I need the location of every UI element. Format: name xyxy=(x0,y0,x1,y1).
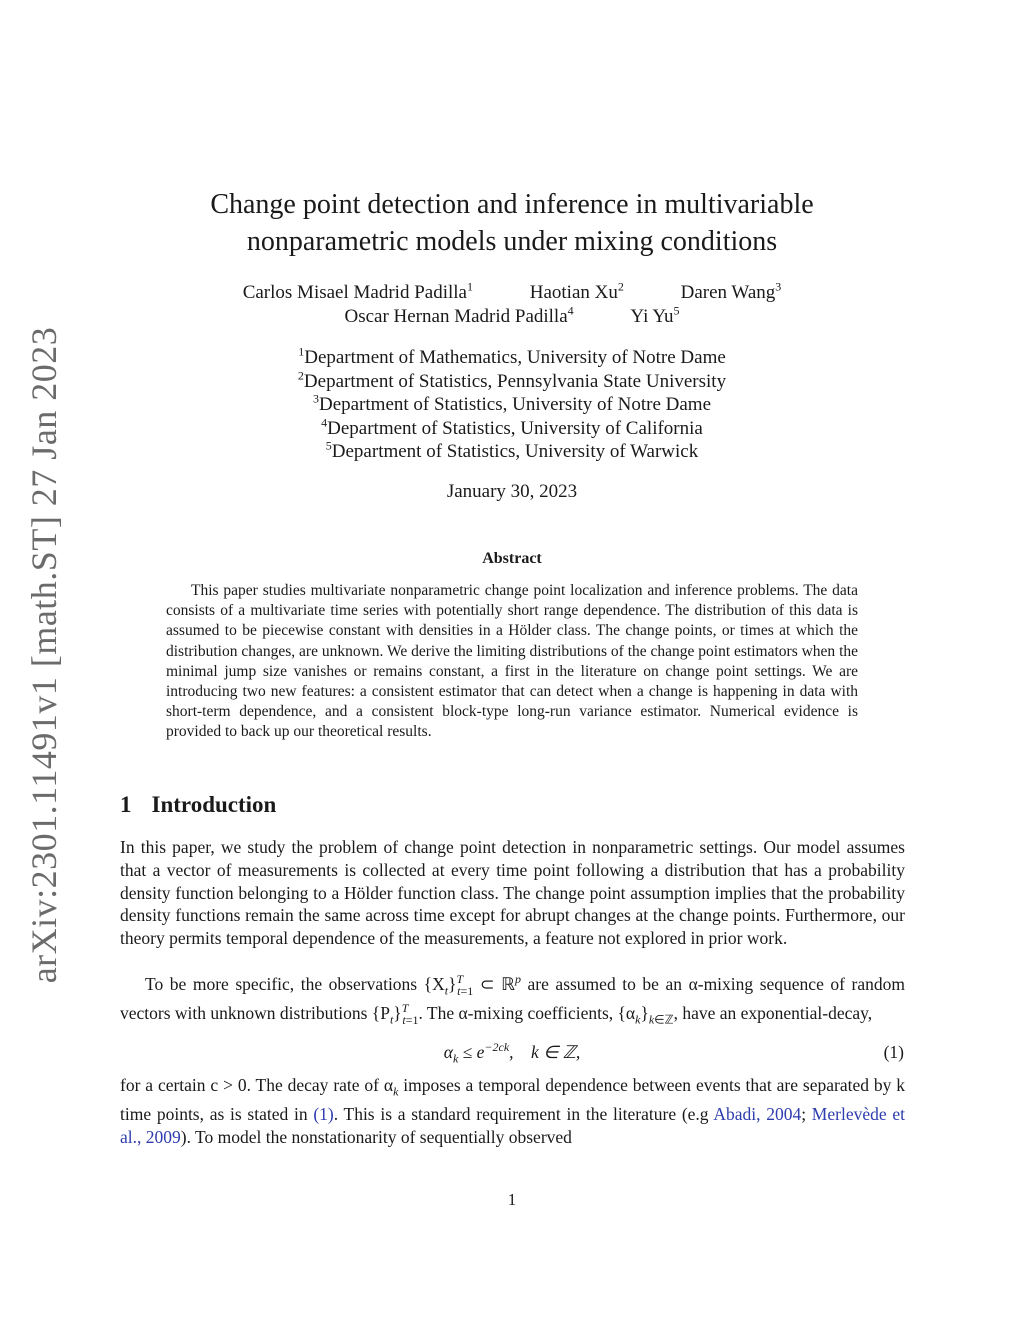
publication-date: January 30, 2023 xyxy=(446,481,578,502)
citation-link[interactable]: Merlevède et al., 2009 xyxy=(120,1104,905,1148)
citation-link[interactable]: Abadi, 2004 xyxy=(713,1104,802,1125)
author: Oscar Hernan Madrid Padilla$^4$ xyxy=(344,303,574,327)
paragraph-1: In this paper, we study the problem of change point detection in nonparametric settings. Our model assumes that a vector of measurements is collected at every time point following a distribution that has a probability density function belonging to a Hölder function class. The change point assumption implies that the probability density functions remain the same across time except for abrupt changes at the change points. Furthermore, our theory permits temporal dependence of the measurements, a feature not explored in prior work. xyxy=(120,837,905,949)
paragraph-2: To be more specific, the observations $\{X_t\}^T_{t=1}$ ⊂ ℝ$^p$ are assumed to be an α-mixing sequence of random vectors with unknown distributions $\{P_t\}^T_{t=1}$. The α-mixing coefficients, $\{\alpha_k\}_{k\in ℤ}$, have an exponential-decay, xyxy=(120,972,906,1027)
affiliation: $^1$Department of Mathematics, University of Notre Dame xyxy=(298,344,726,368)
title-line-1: Change point detection and inference in multivariable xyxy=(210,189,814,220)
title-line-2: nonparametric models under mixing conditions xyxy=(246,226,778,257)
author: Yi Yu$^5$ xyxy=(630,303,680,327)
abstract-heading: Abstract xyxy=(482,550,542,567)
section-heading xyxy=(120,792,276,818)
affiliation: $^4$Department of Statistics, University of California xyxy=(321,415,703,439)
paragraph-3: for a certain c > 0. The decay rate of $\alpha_k$ imposes a temporal dependence between events that are separated by k time points, as is stated in (1). This is a standard requirement in the literature (e.g Abadi, 2004; Merlevède et al., 2009). To model the nonstationarity of sequentially observed xyxy=(120,1075,906,1148)
paper-title xyxy=(0,186,1024,260)
equation-reference-link[interactable]: (1) xyxy=(313,1104,334,1125)
equation-number: (1) xyxy=(883,1042,904,1062)
affiliation: $^3$Department of Statistics, University of Notre Dame xyxy=(312,391,712,415)
author: Haotian Xu$^2$ xyxy=(529,279,624,303)
abstract-text: This paper studies multivariate nonparametric change point localization and inference problems. The data consists of a multivariate time series with potentially short range dependence. The distribution of this data is assumed to be piecewise constant with densities in a Hölder class. The change points, or times at which the distribution changes, are unknown. We derive the limiting distributions of the change point estimators when the minimal jump size vanishes or remains constant, a first in the literature on change point settings. We are introducing two new features: a consistent estimator that can detect when a change is happening in data with short-term dependence, and a consistent block-type long-run variance estimator. Numerical evidence is provided to back up our theoretical results. xyxy=(166,582,858,741)
affiliation: $^5$Department of Statistics, University of Warwick xyxy=(325,438,699,462)
author-row-1 xyxy=(0,281,1024,305)
author-row-2 xyxy=(0,305,1024,329)
author: Daren Wang$^3$ xyxy=(680,279,782,303)
page-number: 1 xyxy=(507,1190,517,1209)
section-number: 1 xyxy=(120,792,132,817)
equation-1: $\alpha_k \le e^{-2ck}$, k ∈ ℤ, xyxy=(443,1040,581,1066)
affiliation: $^2$Department of Statistics, Pennsylvania State University xyxy=(297,368,727,392)
author-list xyxy=(0,281,1024,329)
author: Carlos Misael Madrid Padilla$^1$ xyxy=(242,279,473,303)
affiliation-list xyxy=(0,346,1024,464)
arxiv-identifier[interactable]: arXiv:2301.11491v1 [math.ST] 27 Jan 2023 xyxy=(24,326,64,984)
section-title: Introduction xyxy=(151,792,277,817)
